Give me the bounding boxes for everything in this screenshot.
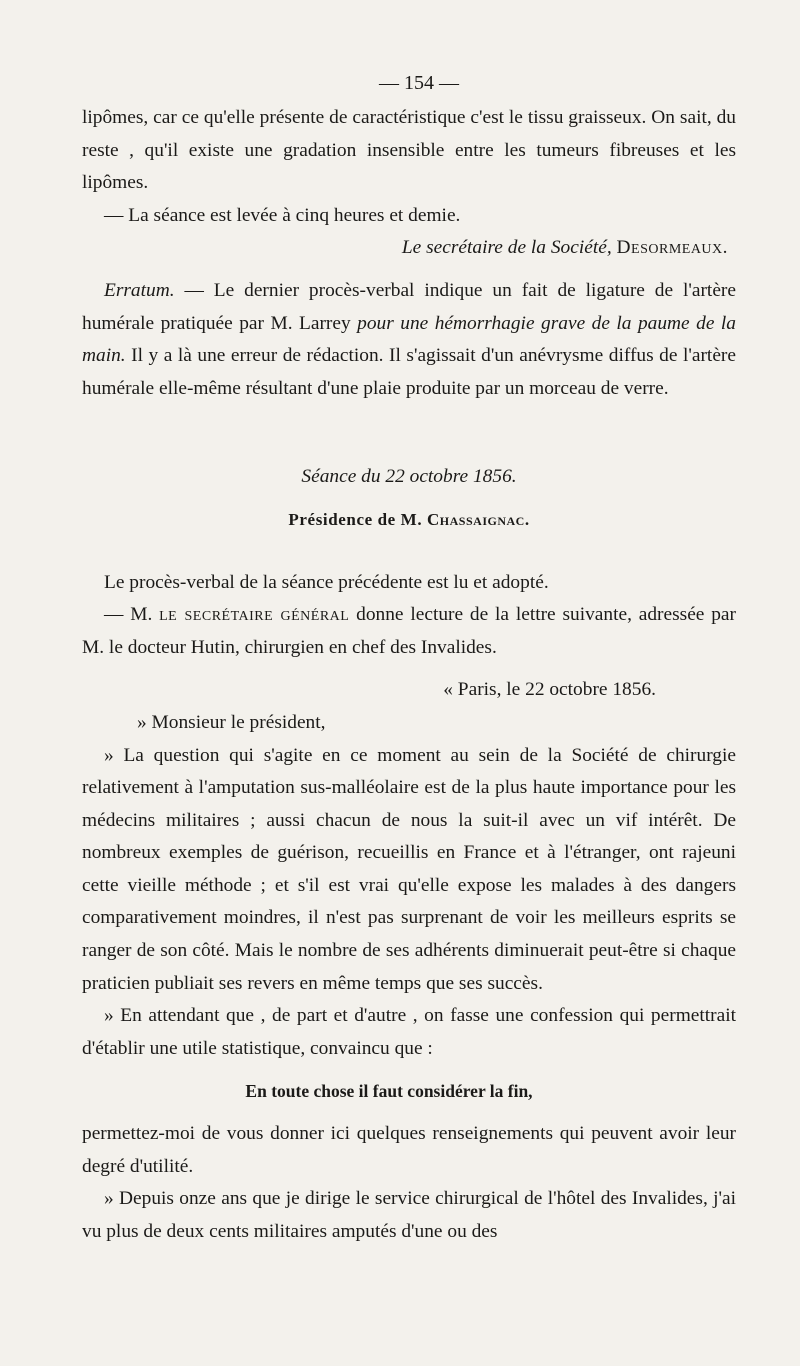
letter-paragraph-3: permettez-moi de vous donner ici quelques renseignements qui peuvent avoir leur degré d'utilité. [82,1123,736,1177]
secretaire-prefix: — M. [104,604,160,626]
paragraph-proces-verbal: Le procès-verbal de la séance précédente est lu et adopté. [104,571,549,593]
letter-paragraph-1: » La question qui s'agite en ce moment au sein de la Société de chirurgie relativement à l'amputation sus-malléolaire est de la plus haute importance pour les médecins militaires ; aussi chacun de nous la suit-il avec un vif intérêt. De nombreux exemples de guérison, recueillis en France et à l'étranger, ont rajeuni cette vieille méthode ; et s'il est vrai qu'elle expose les malades à des dangers comparativement moindres, il n'est pas surprenant de voir les meilleurs esprits se ranger de son côté. Mais le nombre de ses adhérents diminuerait peut-être si chaque praticien publiait ses revers en même temps que ses succès. [82,744,736,994]
letter-motto: En toute chose il faut considérer la fin, [245,1081,533,1102]
secretaire-rest: donne lecture de la lettre suivante, adressée par M. le docteur Hutin, chirurgien en chef des Invalides. [82,604,736,658]
paragraph-erratum [82,275,736,405]
paragraph-secretaire [82,599,736,664]
letter-dateline: « Paris, le 22 octobre 1856. [443,679,656,701]
signature-role: Le secrétaire de la Société, [401,237,612,259]
signature-name: Desormeaux. [616,237,728,259]
letter-paragraph-2: » En attendant que , de part et d'autre , on fasse une confession qui permettrait d'établir une utile statistique, convaincu que : [82,1005,736,1059]
paragraph-lipomes: lipômes, car ce qu'elle présente de caractéristique c'est le tissu graisseux. On sait, du reste , qu'il existe une gradation insensible entre les tumeurs fibreuses et les lipômes. [82,107,736,194]
paragraph-seance-levee: — La séance est levée à cinq heures et demie. [104,204,461,226]
presidence-name: Chassaignac. [427,509,530,529]
letter-salutation: » Monsieur le président, [137,711,326,733]
seance-title: Séance du 22 octobre 1856. [301,466,517,488]
presidence-line [82,504,736,537]
erratum-text-italic: pour une hémorrhagie grave de la paume de la main. [82,312,736,367]
letter-paragraph-4: » Depuis onze ans que je dirige le service chirurgical de l'hôtel des Invalides, j'ai vu plus de deux cents militaires amputés d'une ou des [82,1188,736,1242]
erratum-text-a: — Le dernier procès-verbal indique un fait de ligature de l'artère humérale pratiquée par M. Larrey [82,279,736,334]
signature-line [82,232,736,265]
page-number: — 154 — [379,72,459,94]
presidence-prefix: Présidence de M. [288,509,428,529]
secretaire-title: le secrétaire général [159,604,350,626]
erratum-label: Erratum. [104,279,175,301]
erratum-text-b: Il y a là une erreur de rédaction. Il s'agissait d'un anévrysme diffus de l'artère humérale elle-même résultant d'une plaie produite par un morceau de verre. [82,345,736,399]
